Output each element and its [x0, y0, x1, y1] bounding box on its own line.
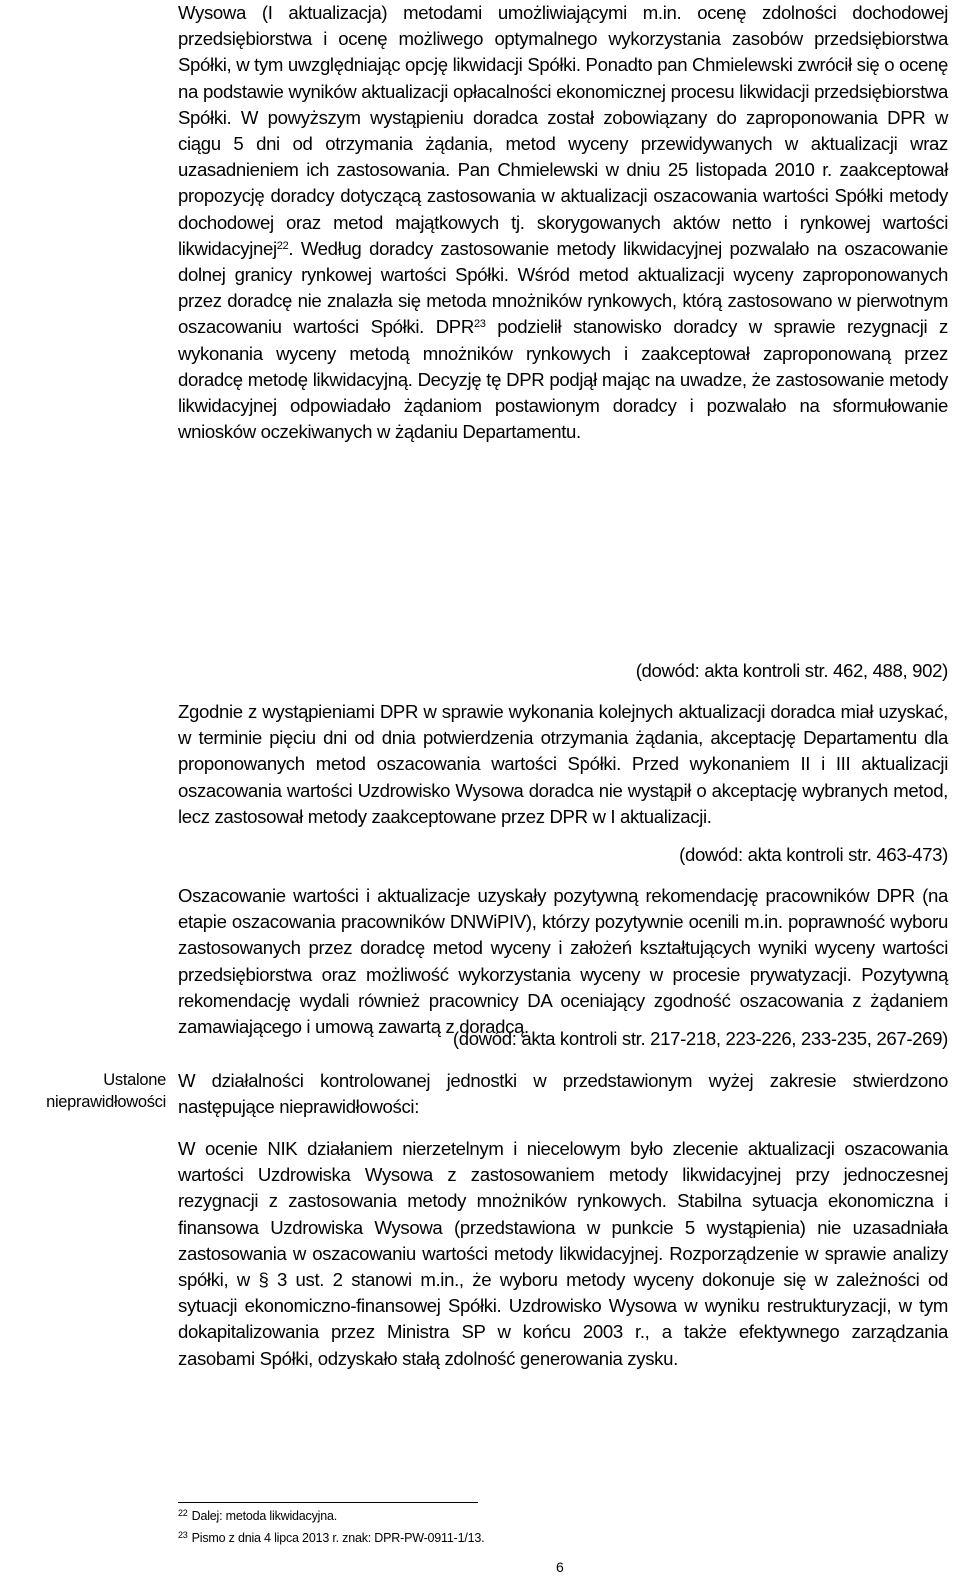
- margin-note-line-1: Ustalone: [103, 1071, 166, 1089]
- footnote-ref-23[interactable]: 23: [473, 318, 486, 331]
- page-number: 6: [556, 1559, 564, 1575]
- footnote-text: Pismo z dnia 4 lipca 2013 r. znak: DPR-PW-0911-1/13.: [191, 1531, 485, 1545]
- footnote-ref-22[interactable]: 22: [276, 239, 289, 252]
- footnote-22: [178, 1508, 337, 1524]
- paragraph-4: [178, 1068, 948, 1120]
- paragraph-5-text: W ocenie NIK działaniem nierzetelnym i niecelowym było zlecenie aktualizacji oszacowania wartości Uzdrowiska Wysowa z zastosowaniem metody likwidacyjnej przy jednoczesnej rezygnacji z zastosowania metody mnożników rynkowych. Stabilna sytuacja ekonomiczna i finansowa Uzdrowiska Wysowa (przedstawiona w punkcie 5 wystąpienia) nie uzasadniała zastosowania w oszacowaniu wartości metody likwidacyjnej. Rozporządzenie w sprawie analizy spółki, w § 3 ust. 2 stanowi m.in., że wyboru metody wyceny dokonuje się w zależności od sytuacji ekonomiczno-finansowej Spółki. Uzdrowisko Wysowa w wyniku restrukturyzacji, w tym dokapitalizowania przez Ministra SP w końcu 2003 r., a także efektywnego zarządzania zasobami Spółki, odzyskało stałą zdolność generowania zysku.: [178, 1138, 948, 1369]
- footnote-text: Dalej: metoda likwidacyjna.: [191, 1509, 337, 1523]
- evidence-3: (dowód: akta kontroli str. 217-218, 223-226, 233-235, 267-269): [452, 1028, 948, 1049]
- margin-note: [0, 1069, 166, 1113]
- paragraph-1: [178, 0, 948, 445]
- paragraph-3: [178, 883, 948, 1040]
- evidence-2: (dowód: akta kontroli str. 463-473): [679, 844, 948, 865]
- evidence-1: (dowód: akta kontroli str. 462, 488, 902): [635, 660, 948, 681]
- paragraph-1-text: Wysowa (I aktualizacja) metodami umożliwiającymi m.in. ocenę zdolności dochodowej przedsiębiorstwa i ocenę możliwego optymalnego wykorzystania zasobów przedsiębiorstwa Spółki, w tym uwzględniając opcję likwidacji Spółki. Ponadto pan Chmielewski zwrócił się o ocenę na podstawie wyników aktualizacji opłacalności ekonomicznej procesu likwidacji przedsiębiorstwa Spółki. W powyższym wystąpieniu doradca został zobowiązany do zaproponowania DPR w ciągu 5 dni od otrzymania żądania, metod wyceny przewidywanych w aktualizacji wraz uzasadnieniem ich zastosowania. Pan Chmielewski w dniu 25 listopada 2010 r. zaakceptował propozycję doradcy dotyczącą zastosowania w aktualizacji oszacowania wartości Spółki metody dochodowej oraz metod majątkowych tj. skorygowanych aktów netto i rynkowej wartości likwidacyjnej$^{22}$. Według doradcy zastosowanie metody likwidacyjnej pozwalało na oszacowanie dolnej granicy rynkowej wartości Spółki. Wśród metod aktualizacji wyceny zaproponowanych przez doradcę nie znalazła się metoda mnożników rynkowych, którą zastosowano w pierwotnym oszacowaniu wartości Spółki. DPR$^{23}$ podzielił stanowisko doradcy w sprawie rezygnacji z wykonania wyceny metodą mnożników rynkowych i zaakceptował zaproponowaną przez doradcę metodę likwidacyjną. Decyzję tę DPR podjął mając na uwadze, że zastosowanie metody likwidacyjnej odpowiadało żądaniom postawionym doradcy i pozwalało na sformułowanie wniosków oczekiwanych w żądaniu Departamentu.: [178, 2, 948, 443]
- paragraph-2: [178, 699, 948, 830]
- footnote-23: [178, 1530, 484, 1546]
- margin-note-line-2: nieprawidłowości: [46, 1093, 166, 1111]
- footnote-separator: [178, 1502, 478, 1503]
- paragraph-4-text: W działalności kontrolowanej jednostki w przedstawionym wyżej zakresie stwierdzono następujące nieprawidłowości:: [178, 1070, 948, 1118]
- paragraph-5: [178, 1136, 948, 1372]
- footnote-number: 22: [178, 1508, 188, 1518]
- footnote-number: 23: [178, 1530, 188, 1540]
- paragraph-3-text: Oszacowanie wartości i aktualizacje uzyskały pozytywną rekomendację pracowników DPR (na etapie oszacowania pracowników DNWiPIV), którzy pozytywnie ocenili m.in. poprawność wyboru zastosowanych przez doradcę metod wyceny i założeń kształtujących wyniki wyceny wartości przedsiębiorstwa oraz możliwość wykorzystania wyceny w procesie prywatyzacji. Pozytywną rekomendację wydali również pracownicy DA oceniający zgodność oszacowania z żądaniem zamawiającego i umową zawartą z doradcą.: [178, 885, 948, 1038]
- paragraph-2-text: Zgodnie z wystąpieniami DPR w sprawie wykonania kolejnych aktualizacji doradca miał uzyskać, w terminie pięciu dni od dnia potwierdzenia otrzymania żądania, akceptację Departamentu dla proponowanych metod oszacowania wartości Spółki. Przed wykonaniem II i III aktualizacji oszacowania wartości Uzdrowisko Wysowa doradca nie wystąpił o akceptację wybranych metod, lecz zastosował metody zaakceptowane przez DPR w I aktualizacji.: [178, 701, 948, 827]
